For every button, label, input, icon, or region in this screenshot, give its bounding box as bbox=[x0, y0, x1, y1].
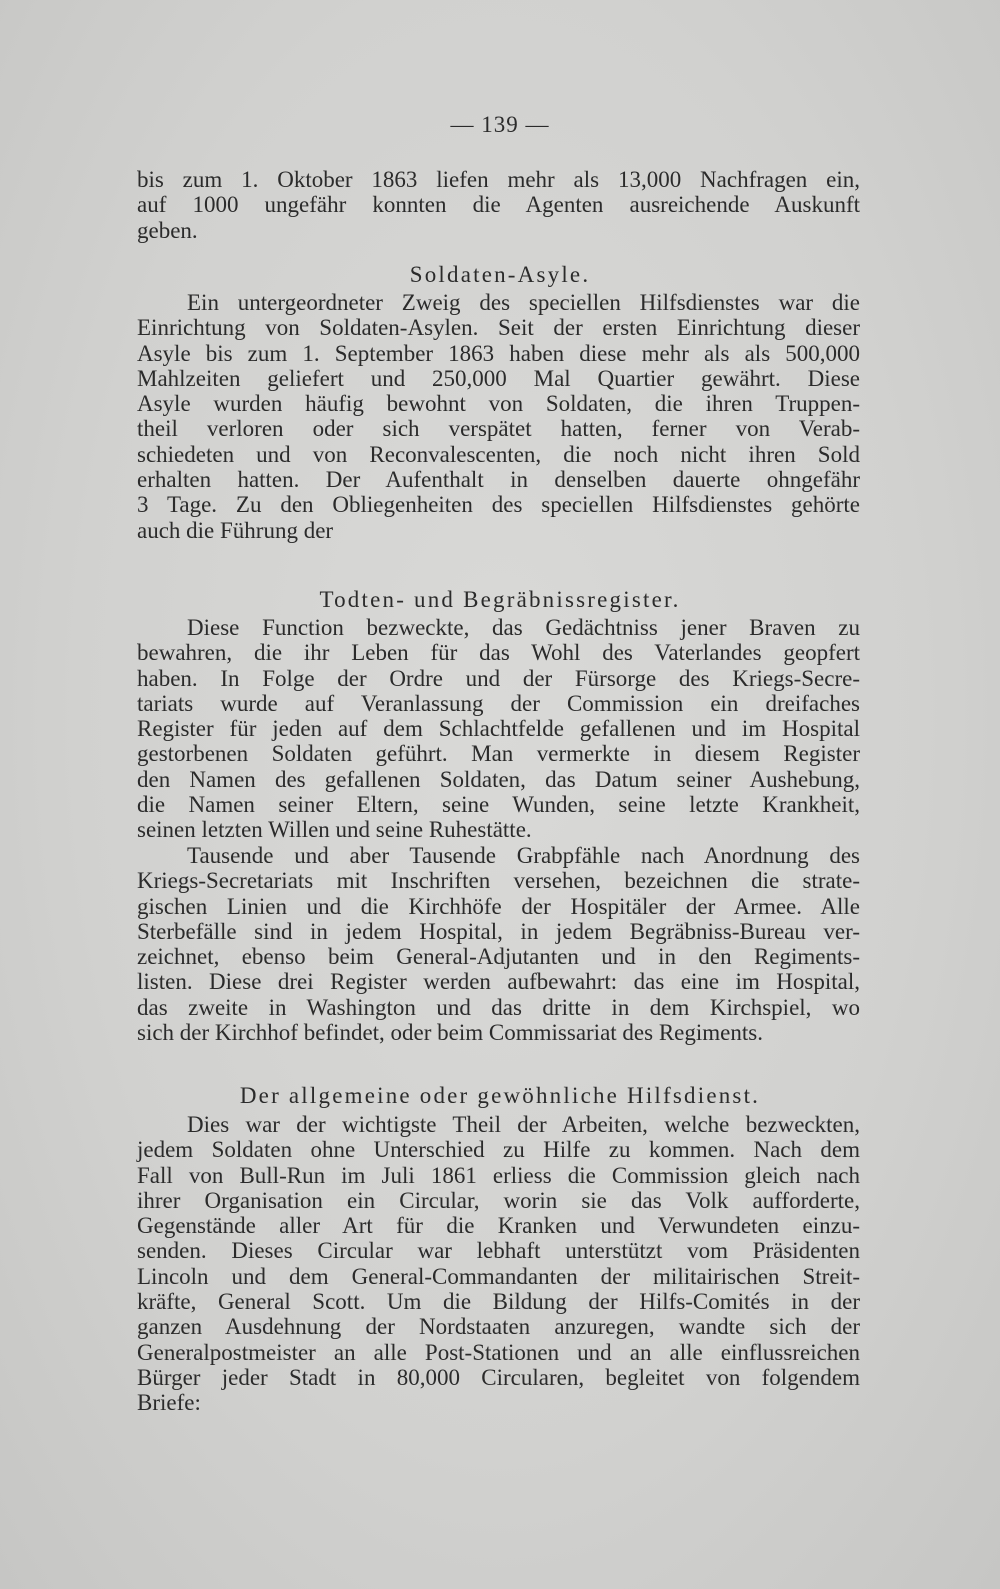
section-heading-todtenregister: Todten- und Begräbnissregister. bbox=[319, 587, 681, 612]
page-number: — 139 — bbox=[450, 112, 550, 137]
text-line: Asyle wurden häufig bewohnt von Soldaten, die ihren Truppen- bbox=[137, 391, 860, 417]
text-line: bis zum 1. Oktober 1863 liefen mehr als 13,000 Nachfragen ein, bbox=[137, 167, 860, 192]
text-line: gestorbenen Soldaten geführt. Man vermerkte in diesem Register bbox=[137, 741, 860, 767]
text-line: Bürger jeder Stadt in 80,000 Circularen, begleitet von folgendem bbox=[137, 1364, 860, 1390]
text-line: haben. In Folge der Ordre und der Fürsorge des Kriegs-Secre- bbox=[137, 665, 860, 691]
section-heading-hilfsdienst: Der allgemeine oder gewöhnliche Hilfsdienst. bbox=[239, 1083, 761, 1108]
text-line: listen. Diese drei Register werden aufbewahrt: das eine im Hospital, bbox=[137, 969, 860, 995]
text-line: gischen Linien und die Kirchhöfe der Hospitäler der Armee. Alle bbox=[137, 893, 860, 919]
text-line: Asyle bis zum 1. September 1863 haben diese mehr als als 500,000 bbox=[137, 340, 860, 366]
paragraph-todtenregister bbox=[137, 615, 860, 843]
text-line: schiedeten und von Reconvalescenten, die noch nicht ihren Sold bbox=[137, 441, 860, 467]
text-line: auch die Führung der bbox=[137, 517, 334, 543]
text-line: Ein untergeordneter Zweig des speciellen Hilfsdienstes war die bbox=[187, 290, 860, 315]
text-line: das zweite in Washington und das dritte in dem Kirchspiel, wo bbox=[137, 994, 860, 1020]
text-line: jedem Soldaten ohne Unterschied zu Hilfe zu kommen. Nach dem bbox=[137, 1137, 860, 1163]
text-line: senden. Dieses Circular war lebhaft unterstützt vom Präsidenten bbox=[137, 1238, 860, 1264]
paragraph-hilfsdienst bbox=[137, 1112, 860, 1416]
text-line: Dies war der wichtigste Theil der Arbeiten, welche bezweckten, bbox=[187, 1112, 860, 1137]
paragraph-intro bbox=[137, 167, 860, 243]
text-line: geben. bbox=[137, 217, 198, 243]
text-line: den Namen des gefallenen Soldaten, das Datum seiner Aushebung, bbox=[137, 766, 860, 792]
text-line: Register für jeden auf dem Schlachtfelde gefallenen und im Hospital bbox=[137, 716, 860, 742]
text-line: Sterbefälle sind in jedem Hospital, in jedem Begräbniss-Bureau ver- bbox=[137, 918, 860, 944]
text-line: bewahren, die ihr Leben für das Wohl des Vaterlandes geopfert bbox=[137, 640, 860, 666]
text-line: auf 1000 ungefähr konnten die Agenten ausreichende Auskunft bbox=[137, 192, 860, 218]
text-line: Gegenstände aller Art für die Kranken und Verwundeten einzu- bbox=[137, 1213, 860, 1239]
paragraph-soldaten-asyle bbox=[137, 290, 860, 543]
text-line: Einrichtung von Soldaten-Asylen. Seit der ersten Einrichtung dieser bbox=[137, 315, 860, 341]
text-line: Lincoln und dem General-Commandanten der militairischen Streit- bbox=[137, 1263, 860, 1289]
text-line: erhalten hatten. Der Aufenthalt in denselben dauerte ohngefähr bbox=[137, 467, 860, 493]
text-line: theil verloren oder sich verspätet hatten, ferner von Verab- bbox=[137, 416, 860, 442]
paragraph-grabpfaehle bbox=[137, 843, 860, 1045]
text-line: 3 Tage. Zu den Obliegenheiten des speciellen Hilfsdienstes gehörte bbox=[137, 492, 860, 518]
text-line: Briefe: bbox=[137, 1390, 201, 1416]
text-line: tariats wurde auf Veranlassung der Commission ein dreifaches bbox=[137, 690, 860, 716]
text-line: Kriegs-Secretariats mit Inschriften versehen, bezeichnen die strate- bbox=[137, 868, 860, 894]
text-line: Generalpostmeister an alle Post-Stationen und an alle einflussreichen bbox=[137, 1339, 860, 1365]
section-heading-soldaten-asyle: Soldaten-Asyle. bbox=[409, 262, 591, 287]
text-line: die Namen seiner Eltern, seine Wunden, seine letzte Krankheit, bbox=[137, 792, 860, 818]
text-line: Tausende und aber Tausende Grabpfähle nach Anordnung des bbox=[187, 843, 860, 868]
text-line: seinen letzten Willen und seine Ruhestätte. bbox=[137, 817, 532, 843]
text-line: sich der Kirchhof befindet, oder beim Commissariat des Regiments. bbox=[137, 1020, 763, 1046]
text-line: kräfte, General Scott. Um die Bildung der Hilfs-Comités in der bbox=[137, 1289, 860, 1315]
text-line: Fall von Bull-Run im Juli 1861 erliess die Commission gleich nach bbox=[137, 1162, 860, 1188]
text-line: Diese Function bezweckte, das Gedächtniss jener Braven zu bbox=[187, 615, 860, 640]
text-line: Mahlzeiten geliefert und 250,000 Mal Quartier gewährt. Diese bbox=[137, 365, 860, 391]
text-line: ihrer Organisation ein Circular, worin sie das Volk aufforderte, bbox=[137, 1187, 860, 1213]
text-line: ganzen Ausdehnung der Nordstaaten anzuregen, wandte sich der bbox=[137, 1314, 860, 1340]
text-line: zeichnet, ebenso beim General-Adjutanten und in den Regiments- bbox=[137, 944, 860, 970]
